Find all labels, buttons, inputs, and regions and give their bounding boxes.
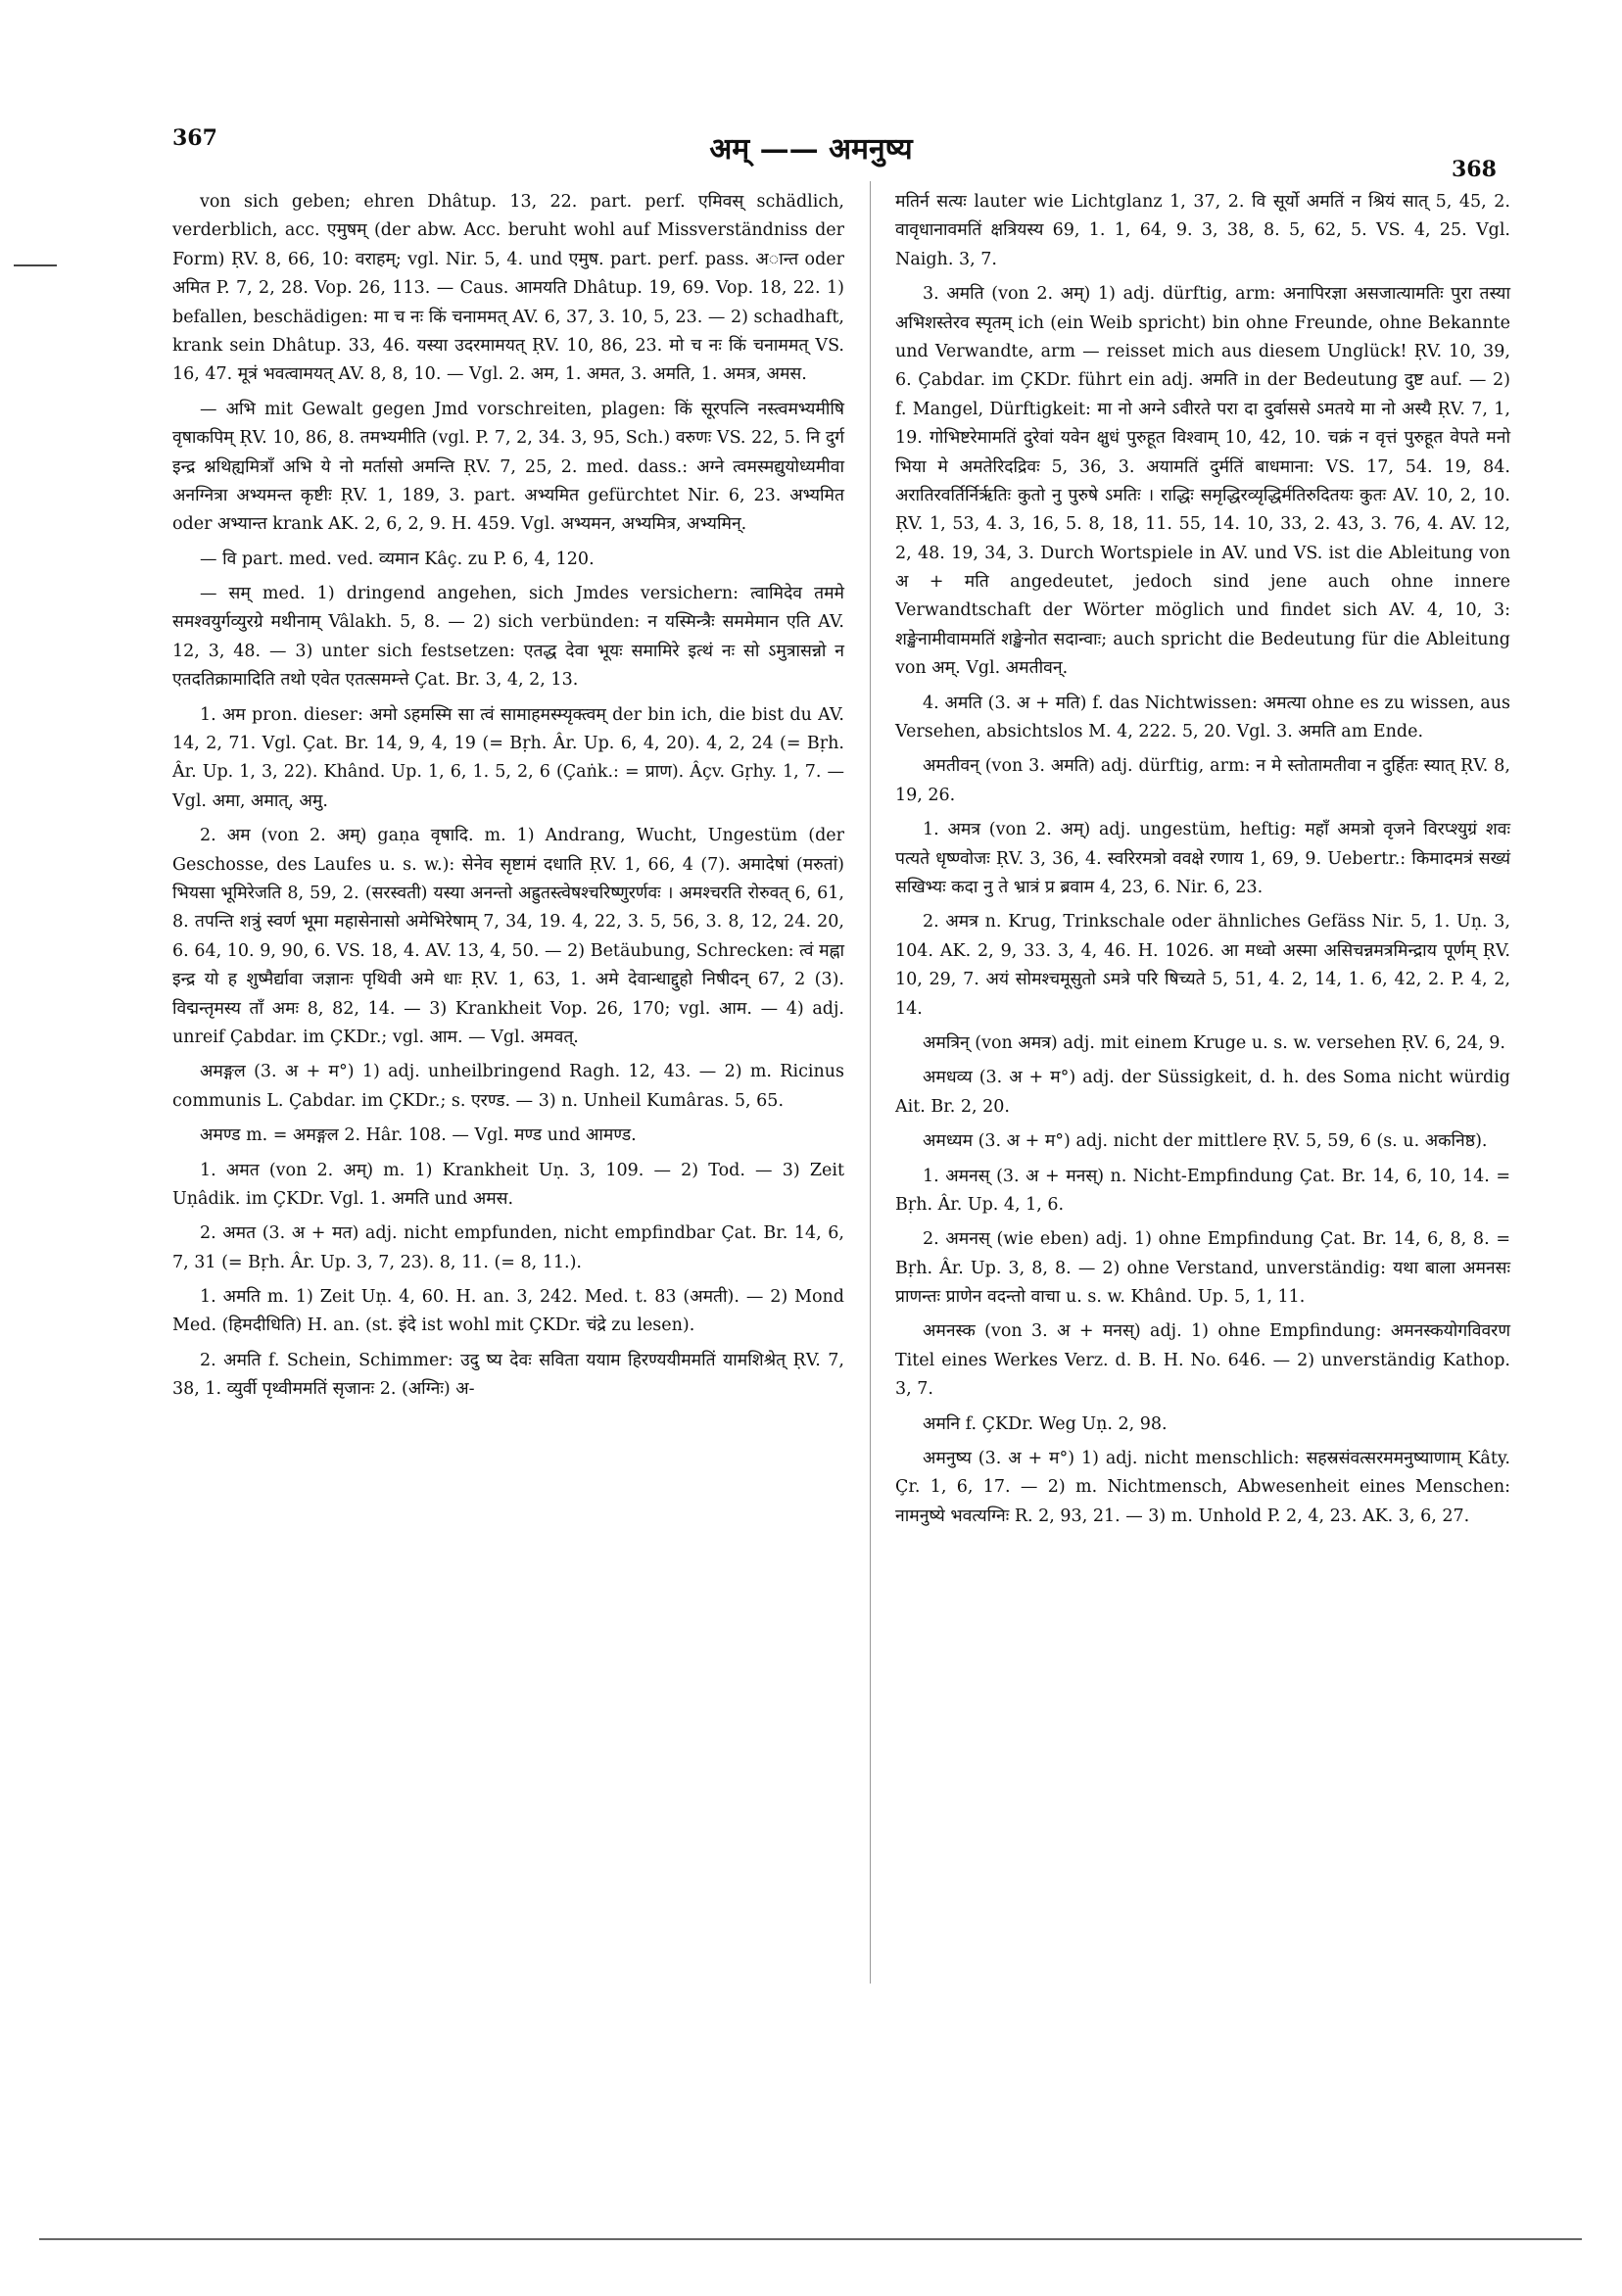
dictionary-entry: 1. अम pron. dieser: अमो ऽहमस्मि सा त्वं सामाहमस्म्यृक्त्वम् der bin ich, die bist du AV. 14, 2, 71. Vgl. Çat. Br. 14, 9, 4, 19 (= Bṛh. Âr. Up. 6, 4, 20). 4, 2, 24 (= Bṛh. Âr. Up. 1, 3, 22). Khând. Up. 1, 6, 1. 5, 2, 6 (Çaṅk.: = प्राण). Âçv. Gṛhy. 1, 7. — Vgl. अमा, अमात्, अमु. [172, 704, 844, 811]
page-number-left: 367 [172, 125, 217, 151]
dictionary-entry: 2. अमनस् (wie eben) adj. 1) ohne Empfindung Çat. Br. 14, 6, 8, 8. = Bṛh. Âr. Up. 3, 8, 8. — 2) ohne Verstand, unverständig: यथा बाला अमनसः प्राणन्तः प्राणेन वदन्तो वाचा u. s. w. Khând. Up. 5, 1, 11. [895, 1229, 1510, 1308]
dictionary-entry: 1. अमति m. 1) Zeit Uṇ. 4, 60. H. an. 3, 242. Med. t. 83 (अमती). — 2) Mond Med. (हिमदीधिति) H. an. (st. इंदे ist wohl mit ÇKDr. चंद्रे zu lesen). [172, 1287, 844, 1336]
dictionary-entry: अमनस्क (von 3. अ + मनस्) adj. 1) ohne Empfindung: अमनस्कयोगविवरण Titel eines Werkes Verz. d. B. H. No. 646. — 2) unverständig Kathop. 3, 7. [895, 1321, 1510, 1400]
dictionary-entry: 2. अमत (3. अ + मत) adj. nicht empfunden, nicht empfindbar Çat. Br. 14, 6, 7, 31 (= Bṛh. Âr. Up. 3, 7, 23). 8, 11. (= 8, 11.). [172, 1223, 844, 1272]
right-column [895, 188, 1510, 1537]
dictionary-entry: अमधव्य (3. अ + म°) adj. der Süssigkeit, d. h. des Soma nicht würdig Ait. Br. 2, 20. [895, 1068, 1510, 1117]
headword-range: अम् —— अमनुष्य [709, 132, 913, 167]
dictionary-entry: 1. अमनस् (3. अ + मनस्) n. Nicht-Empfindung Çat. Br. 14, 6, 10, 14. = Bṛh. Âr. Up. 4, 1, 6. [895, 1166, 1510, 1215]
dictionary-entry: अमध्यम (3. अ + म°) adj. nicht der mittlere ṚV. 5, 59, 6 (s. u. अकनिष्ठ). [923, 1131, 1488, 1152]
dictionary-entry: 1. अमत्र (von 2. अम्) adj. ungestüm, heftig: महाँ अमत्रो वृजने विरप्श्युग्रं शवः पत्यते धृष्ण्वोजः ṚV. 3, 36, 4. स्वरिरमत्रो ववक्षे रणाय 1, 69, 9. Uebertr.: किमादमत्रं सख्यं सखिभ्यः कदा नु ते भ्रात्रं प्र ब्रवाम 4, 23, 6. Nir. 6, 23. [895, 820, 1510, 897]
dictionary-entry: 3. अमति (von 2. अम्) 1) adj. dürftig, arm: अनापिरज्ञा असजात्यामतिः पुरा तस्या अभिशस्तेरव स्पृतम् ich (ein Weib spricht) bin ohne Freunde, ohne Bekannte und Verwandte, arm — reisset mich aus diesem Unglück! ṚV. 10, 39, 6. Çabdar. im ÇKDr. führt ein adj. अमति in der Bedeutung दुष्ट auf. — 2) f. Mangel, Dürftigkeit: मा नो अग्ने ऽवीरते परा दा दुर्वाससे ऽमतये मा नो अस्यै ṚV. 7, 1, 19. गोभिष्टरेमामतिं दुरेवां यवेन क्षुधं पुरुहूत विश्वाम् 10, 42, 10. चक्रं न वृत्तं पुरुहूत वेपते मनो भिया मे अमतेरिदद्रिवः 5, 36, 3. अयामतिं दुर्मतिं बाधमाना: VS. 17, 54. 19, 84. अरातिरवर्तिर्निर्ऋतिः कुतो नु पुरुषे ऽमतिः । राद्धिः समृद्धिरव्यृद्धिर्मतिरुदितयः कुतः AV. 10, 2, 10. ṚV. 1, 53, 4. 3, 16, 5. 8, 18, 11. 55, 14. 10, 33, 2. 43, 3. 76, 4. AV. 12, 2, 48. 19, 34, 3. Durch Wortspiele in AV. und VS. ist die Ableitung von अ + मति angedeutet, jedoch sind jene auch ohne innere Verwandtschaft der Wörter möglich und findet sich AV. 4, 10, 3: शङ्खेनामीवाममतिं शङ्खेनोत सदान्वाः; auch spricht die Bedeutung für die Ableitung von अम्. Vgl. अमतीवन्. [895, 284, 1510, 679]
dictionary-entry: अमण्ड m. = अमङ्गल 2. Hâr. 108. — Vgl. मण्ड und आमण्ड. [200, 1125, 637, 1146]
dictionary-entry: — वि part. med. ved. व्यमान Kâç. zu P. 6, 4, 120. [200, 549, 595, 569]
dictionary-entry: 1. अमत (von 2. अम्) m. 1) Krankheit Uṇ. 3, 109. — 2) Tod. — 3) Zeit Uṇâdik. im ÇKDr. Vgl. 1. अमति und अमस. [172, 1160, 844, 1209]
dictionary-entry: अमत्रिन् (von अमत्र) adj. mit einem Kruge u. s. w. versehen ṚV. 6, 24, 9. [923, 1032, 1505, 1053]
dictionary-entry: अमनुष्य (3. अ + म°) 1) adj. nicht menschlich: सहस्रसंवत्सरममनुष्याणाम् Kâty. Çr. 1, 6, 17. — 2) m. Nichtmensch, Abwesenheit eines Menschen: नामनुष्ये भवत्यग्निः R. 2, 93, 21. — 3) m. Unhold P. 2, 4, 23. AK. 3, 6, 27. [895, 1449, 1510, 1526]
dictionary-entry: — अभि mit Gewalt gegen Jmd vorschreiten, plagen: किं सूरपत्नि नस्त्वमभ्यमीषि वृषाकपिम् ṚV. 10, 86, 8. तमभ्यमीति (vgl. P. 7, 2, 34. 3, 95, Sch.) वरुणः VS. 22, 5. नि दुर्ग इन्द्र श्नथिह्यमित्राँ अभि ये नो मर्तासो अमन्ति ṚV. 7, 25, 2. med. dass.: अग्ने त्वमस्मद्युयोध्यमीवा अनग्नित्रा अभ्यमन्त कृष्टीः ṚV. 1, 189, 3. part. अभ्यमित gefürchtet Nir. 6, 23. अभ्यमित oder अभ्यान्त krank AK. 2, 6, 2, 9. H. 459. Vgl. अभ्यमन, अभ्यमित्र, अभ्यमिन्. [172, 399, 844, 535]
left-column [172, 188, 844, 1411]
dictionary-entry: अमतीवन् (von 3. अमति) adj. dürftig, arm: न मे स्तोतामतीवा न दुर्हितः स्यात् ṚV. 8, 19, 26. [895, 756, 1510, 805]
dictionary-entry: अमनि f. ÇKDr. Weg Uṇ. 2, 98. [923, 1413, 1168, 1434]
dictionary-entry: अमङ्गल (3. अ + म°) 1) adj. unheilbringend Ragh. 12, 43. — 2) m. Ricinus communis L. Çabdar. im ÇKDr.; s. एरण्ड. — 3) n. Unheil Kumâras. 5, 65. [172, 1062, 844, 1111]
margin-mark [14, 264, 57, 266]
dictionary-entry: 2. अम (von 2. अम्) gaṇa वृषादि. m. 1) Andrang, Wucht, Ungestüm (der Geschosse, des Laufes u. s. w.): सेनेव सृष्टामं दधाति ṚV. 1, 66, 4 (7). अमादेषां (मरुतां) भियसा भूमिरेजति 8, 59, 2. (सरस्वती) यस्या अनन्तो अह्रुतस्त्वेषश्चरिष्णुरर्णवः । अमश्चरति रोरुवत् 6, 61, 8. तपन्ति शत्रुं स्वर्ण भूमा महासेनासो अमेभिरेषाम् 7, 34, 19. 4, 22, 3. 5, 56, 3. 8, 12, 24. 20, 6. 64, 10. 9, 90, 6. VS. 18, 4. AV. 13, 4, 50. — 2) Betäubung, Schrecken: त्वं मह्ना इन्द्र यो ह शुष्मैर्द्यावा जज्ञानः पृथिवी अमे धाः ṚV. 1, 63, 1. अमे देवान्धाद्दुहो निषीदन् 67, 2 (3). विद्मन्तृमस्य ताँ अमः 8, 82, 14. — 3) Krankheit Vop. 26, 170; vgl. आम. — 4) adj. unreif Çabdar. im ÇKDr.; vgl. आम. — Vgl. अमवत्. [172, 826, 844, 1047]
dictionary-entry: 2. अमति f. Schein, Schimmer: उदु ष्य देवः सविता ययाम हिरण्ययीममतिं यामशिश्रेत् ṚV. 7, 38, 1. व्युर्वी पृथ्वीममतिं सृजानः 2. (अग्निः) अ- [172, 1350, 844, 1400]
dictionary-entry: 4. अमति (3. अ + मति) f. das Nichtwissen: अमत्या ohne es zu wissen, aus Versehen, absichtslos M. 4, 222. 5, 20. Vgl. 3. अमति am Ende. [895, 693, 1510, 742]
page-number-right: 368 [1452, 157, 1497, 182]
dictionary-entry: — सम् med. 1) dringend angehen, sich Jmdes versichern: त्वामिदेव तममे समश्वयुर्गव्युरग्रे मथीनाम् Vâlakh. 5, 8. — 2) sich verbünden: न यस्मिन्त्रैः सममेमान एति AV. 12, 3, 48. — 3) unter sich festsetzen: एतद्ध देवा भूयः समामिरे इत्थं नः सो ऽमुत्रासन्नो न एतदतिक्रामादिति तथो एवेत एतत्समम्त्ते Çat. Br. 3, 4, 2, 13. [172, 584, 844, 691]
column-divider [870, 181, 871, 1984]
dictionary-entry: मतिर्न सत्यः lauter wie Lichtglanz 1, 37, 2. वि सूर्यो अमतिं न श्रियं सात् 5, 45, 2. वावृधानावमतिं क्षत्रियस्य 69, 1. 1, 64, 9. 3, 38, 8. 5, 62, 5. VS. 4, 25. Vgl. Naigh. 3, 7. [895, 192, 1510, 269]
bottom-rule [39, 2238, 1582, 2240]
dictionary-entry: von sich geben; ehren Dhâtup. 13, 22. part. perf. एमिवस् schädlich, verderblich, acc. एमुषम् (der abw. Acc. beruht wohl auf Missverständniss der Form) ṚV. 8, 66, 10: वराहम्; vgl. Nir. 5, 4. und एमुष. part. perf. pass. अान्त oder अमित P. 7, 2, 28. Vop. 26, 113. — Caus. आमयति Dhâtup. 19, 69. Vop. 18, 22. 1) befallen, beschädigen: मा च नः किं चनाममत् AV. 6, 37, 3. 10, 5, 23. — 2) schadhaft, krank sein Dhâtup. 33, 46. यस्या उदरमामयत् ṚV. 10, 86, 23. मो च नः किं चनाममत् VS. 16, 47. मूत्रं भवत्वामयत् AV. 8, 8, 10. — Vgl. 2. अम, 1. अमत, 3. अमति, 1. अमत्र, अमस. [172, 192, 844, 385]
dictionary-entry: 2. अमत्र n. Krug, Trinkschale oder ähnliches Gefäss Nir. 5, 1. Uṇ. 3, 104. AK. 2, 9, 33. 3, 4, 46. H. 1026. आ मध्वो अस्मा असिचन्नमत्रमिन्द्राय पूर्णम् ṚV. 10, 29, 7. अयं सोमश्चमूसुतो ऽमत्रे परि षिच्यते 5, 51, 4. 2, 14, 1. 6, 42, 2. P. 4, 2, 14. [895, 912, 1510, 1019]
